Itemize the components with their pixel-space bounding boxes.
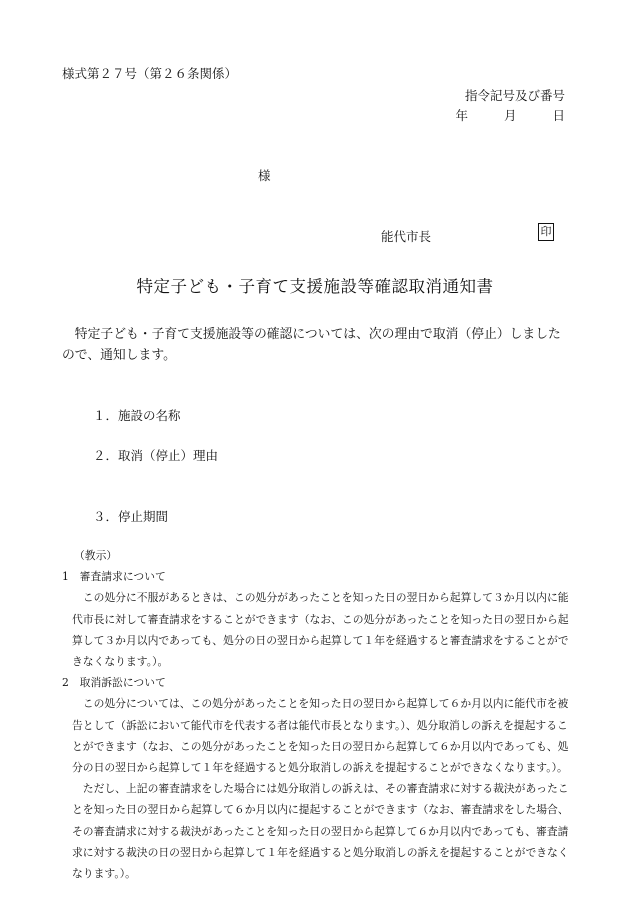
instructions-section [62,545,572,884]
seal-mark: 印 [538,223,554,241]
item-cancellation-reason: ２．取消（停止）理由 [93,448,219,463]
date-line [455,106,565,124]
section-paragraph: ただし、上記の審査請求をした場合には処分取消しの訴えは、その審査請求に対する裁決があったことを知った日の翌日から起算して６か月以内に提起することができます（なお、審査請求をした場合、その審査請求に対する裁決があったことを知った日の翌日から起算して６か月以内であっても、審査請求に対する裁決の日の翌日から起算して１年を経過すると処分取消しの訴えを提起することができなくなります。）。 [72,782,569,881]
date-day: 日 [552,108,565,123]
reference-number-label: 指令記号及び番号 [464,88,565,103]
section-paragraph: この処分に不服があるときは、この処分があったことを知った日の翌日から起算して３か月以内に能代市長に対して審査請求をすることができます（なお、この処分があったことを知った日の翌日から起算して３か月以内であっても、処分の日の翌日から起算して１年を経過すると審査請求をすることができなくなります。）。 [72,591,569,669]
date-year: 年 [455,108,468,123]
instructions-heading: （教示） [74,549,118,562]
section-paragraph: この処分については、この処分があったことを知った日の翌日から起算して６か月以内に能代市を被告として（訴訟において能代市を代表する者は能代市長となります。）、処分取消しの訴えを提起することができます（なお、この処分があったことを知った日の翌日から起算して６か月以内であっても、処分の日の翌日から起算して１年を経過すると処分取消しの訴えを提起することができなくなります。）。 [72,697,569,775]
date-month: 月 [503,108,517,123]
item-facility-name: １．施設の名称 [93,408,181,423]
addressee-suffix: 様 [258,168,271,183]
form-number: 様式第２７号（第２６条関係） [62,66,238,81]
intro-paragraph: 特定子ども・子育て支援施設等の確認については、次の理由で取消（停止）しましたので、通知します。 [62,327,561,363]
section-title: 2 取消訴訟について [62,676,166,690]
document-title: 特定子ども・子育て支援施設等確認取消通知書 [136,277,494,296]
issuer-name: 能代市長 [381,229,432,244]
item-suspension-period: ３．停止期間 [93,509,169,524]
section-title: 1 審査請求について [62,570,166,584]
